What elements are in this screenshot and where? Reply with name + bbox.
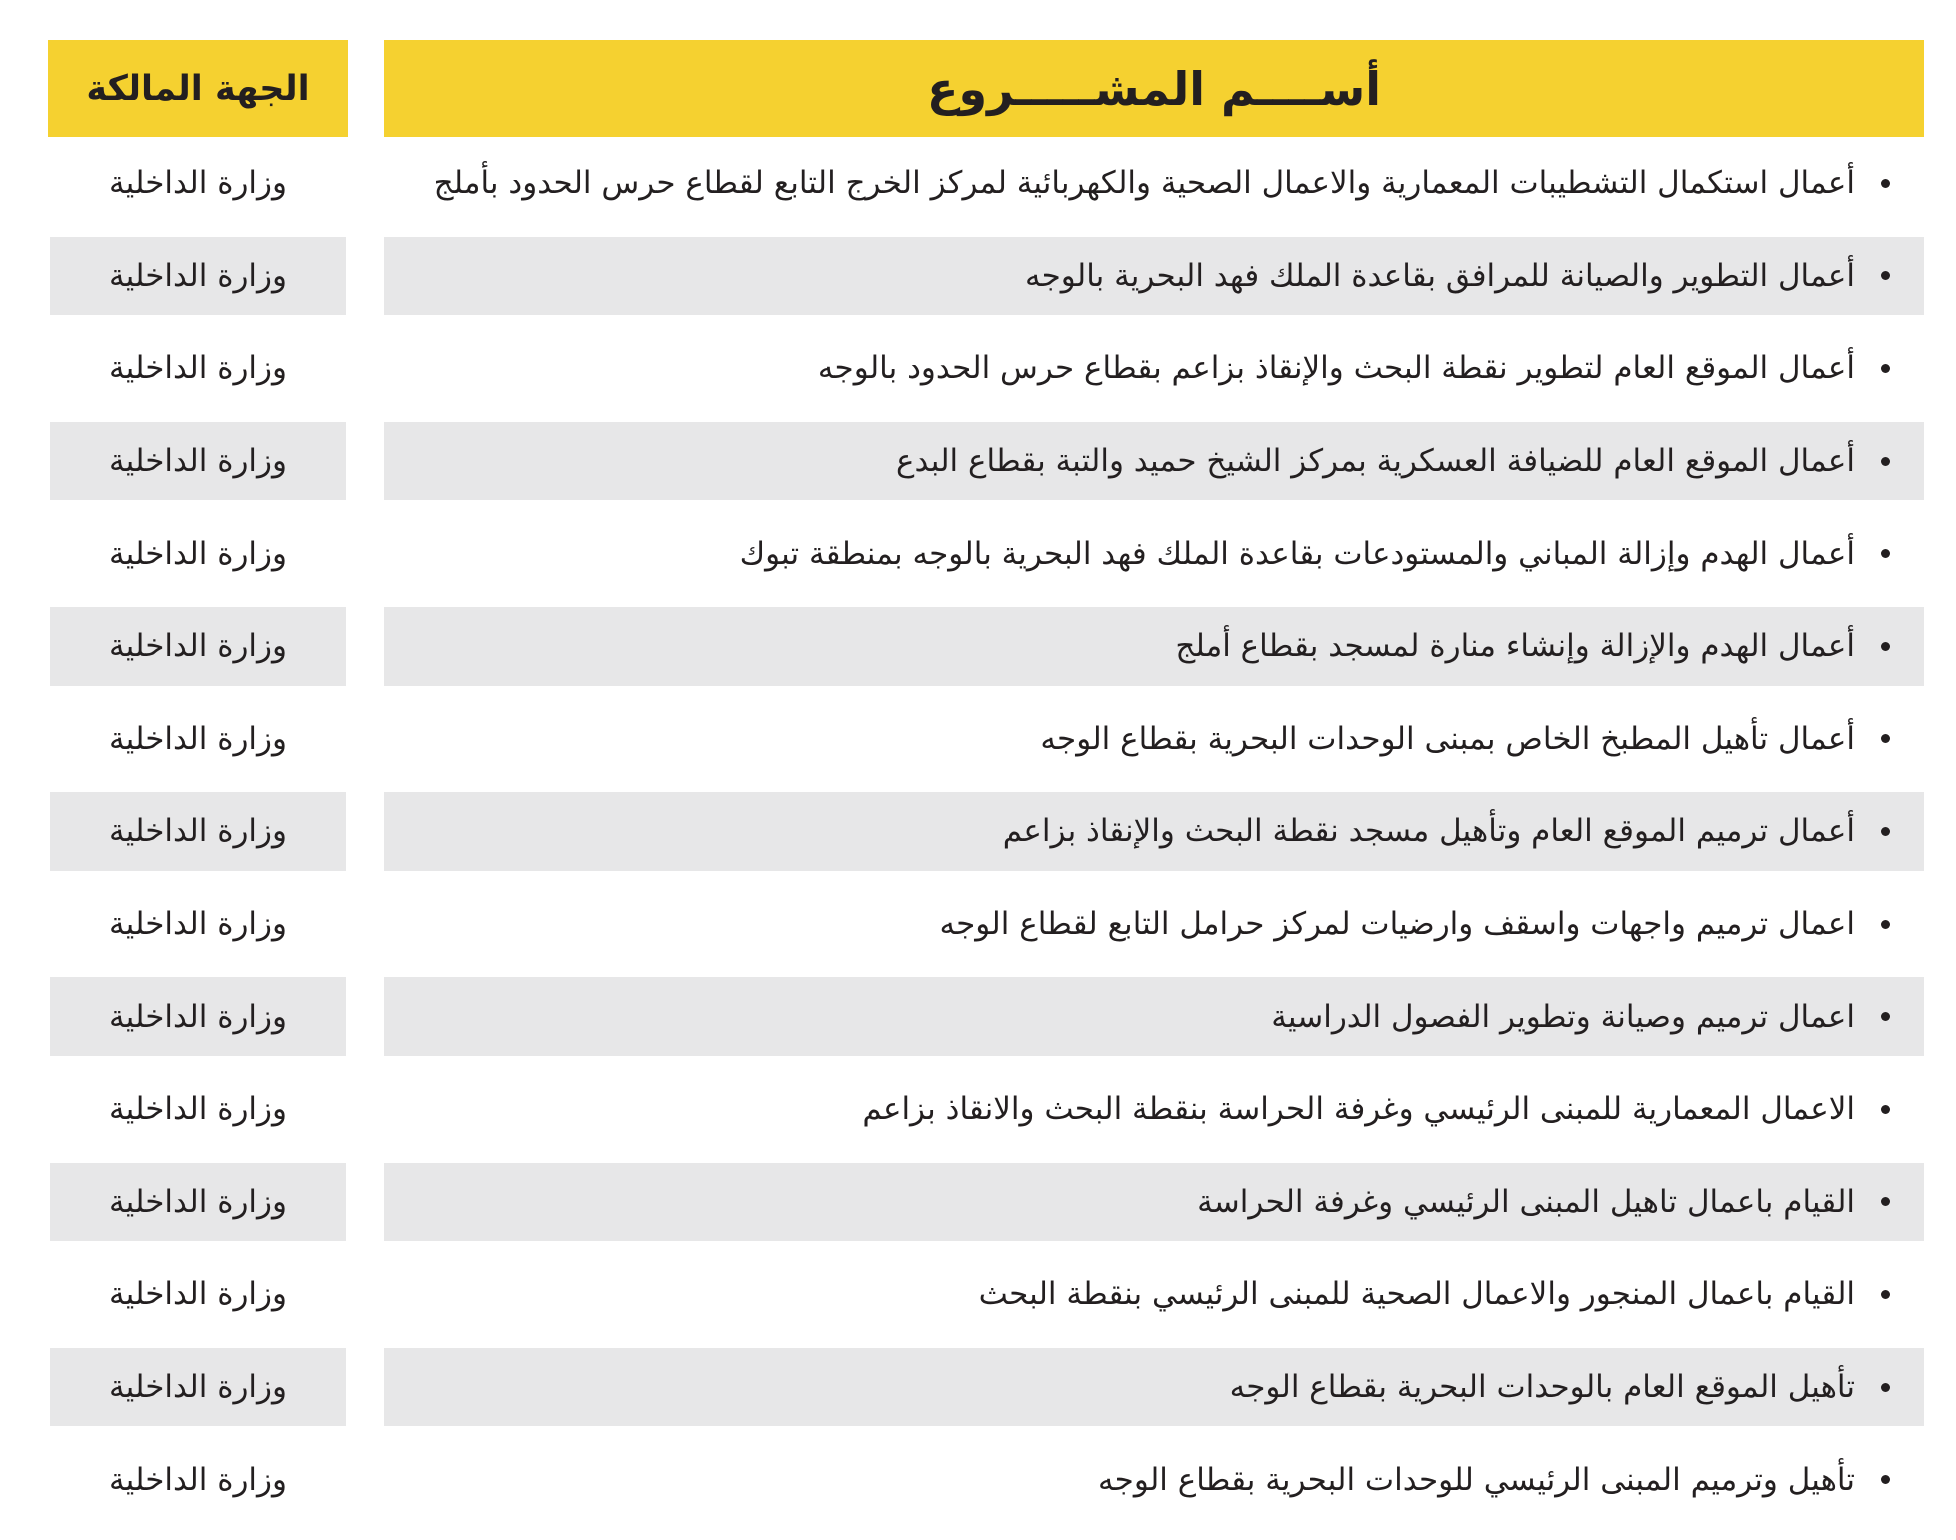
project-name: اعمال ترميم وصيانة وتطوير الفصول الدراسية [1271, 998, 1855, 1035]
project-cell [384, 322, 1924, 415]
project-cell [384, 507, 1924, 600]
project-name: القيام باعمال تاهيل المبنى الرئيسي وغرفة الحراسة [1197, 1183, 1855, 1220]
project-name: أعمال ترميم الموقع العام وتأهيل مسجد نقطة البحث والإنقاذ بزاعم [1002, 813, 1855, 850]
bullet-icon [1881, 1383, 1890, 1392]
project-name: أعمال الهدم وإزالة المباني والمستودعات بقاعدة الملك فهد البحرية بالوجه بمنطقة تبوك [739, 535, 1855, 572]
project-cell [384, 1063, 1924, 1156]
owner-cell: وزارة الداخلية [50, 977, 346, 1056]
table-row [48, 137, 1924, 230]
owner-cell: وزارة الداخلية [109, 720, 287, 757]
owner-cell: وزارة الداخلية [109, 1276, 287, 1313]
bullet-icon [1881, 1012, 1890, 1021]
projects-table [48, 40, 1924, 1526]
bullet-icon [1881, 179, 1890, 188]
table-row [48, 415, 1924, 508]
table-row [48, 322, 1924, 415]
owner-cell: وزارة الداخلية [50, 607, 346, 686]
bullet-icon [1881, 642, 1890, 651]
project-name: أعمال تأهيل المطبخ الخاص بمبنى الوحدات البحرية بقطاع الوجه [1040, 720, 1855, 757]
owner-cell: وزارة الداخلية [109, 1461, 287, 1498]
table-row [48, 1341, 1924, 1434]
project-cell [384, 792, 1924, 871]
table-row [48, 970, 1924, 1063]
owner-cell: وزارة الداخلية [50, 792, 346, 871]
project-name: أعمال الموقع العام للضيافة العسكرية بمركز الشيخ حميد والتبة بقطاع البدع [895, 443, 1855, 480]
table-row [48, 693, 1924, 786]
project-name: تأهيل الموقع العام بالوحدات البحرية بقطاع الوجه [1229, 1369, 1855, 1406]
project-name: القيام باعمال المنجور والاعمال الصحية للمبنى الرئيسي بنقطة البحث [978, 1276, 1855, 1313]
table-body [48, 137, 1924, 1526]
table-row [48, 1248, 1924, 1341]
bullet-icon [1881, 457, 1890, 466]
bullet-icon [1881, 1475, 1890, 1484]
owner-column-header: الجهة المالكة [48, 40, 348, 137]
table-row [48, 1433, 1924, 1526]
bullet-icon [1881, 271, 1890, 280]
bullet-icon [1881, 549, 1890, 558]
owner-cell: وزارة الداخلية [50, 422, 346, 501]
bullet-icon [1881, 364, 1890, 373]
owner-cell: وزارة الداخلية [50, 1348, 346, 1427]
owner-cell: وزارة الداخلية [50, 1163, 346, 1242]
project-name: أعمال التطوير والصيانة للمرافق بقاعدة الملك فهد البحرية بالوجه [1024, 257, 1855, 294]
project-cell [384, 1248, 1924, 1341]
owner-cell: وزارة الداخلية [109, 165, 287, 202]
owner-cell: وزارة الداخلية [109, 535, 287, 572]
project-cell [384, 878, 1924, 971]
project-cell [384, 1433, 1924, 1526]
project-cell [384, 607, 1924, 686]
project-name: اعمال ترميم واجهات واسقف وارضيات لمركز حرامل التابع لقطاع الوجه [939, 906, 1855, 943]
bullet-icon [1881, 1197, 1890, 1206]
owner-cell: وزارة الداخلية [109, 350, 287, 387]
table-row [48, 507, 1924, 600]
bullet-icon [1881, 734, 1890, 743]
project-name: تأهيل وترميم المبنى الرئيسي للوحدات البحرية بقطاع الوجه [1098, 1461, 1855, 1498]
bullet-icon [1881, 827, 1890, 836]
project-cell [384, 977, 1924, 1056]
project-name: أعمال الموقع العام لتطوير نقطة البحث والإنقاذ بزاعم بقطاع حرس الحدود بالوجه [817, 350, 1855, 387]
bullet-icon [1881, 1105, 1890, 1114]
table-header-row [48, 40, 1924, 137]
owner-cell: وزارة الداخلية [109, 906, 287, 943]
project-cell [384, 1163, 1924, 1242]
table-row [48, 785, 1924, 878]
bullet-icon [1881, 920, 1890, 929]
table-row [48, 1156, 1924, 1249]
bullet-icon [1881, 1290, 1890, 1299]
project-column-header: أســــم المشـــــروع [384, 40, 1924, 137]
owner-cell: وزارة الداخلية [50, 237, 346, 316]
project-cell [384, 422, 1924, 501]
table-row [48, 230, 1924, 323]
project-name: أعمال الهدم والإزالة وإنشاء منارة لمسجد بقطاع أملج [1175, 628, 1855, 665]
project-cell [384, 237, 1924, 316]
project-cell [384, 137, 1924, 230]
project-name: الاعمال المعمارية للمبنى الرئيسي وغرفة الحراسة بنقطة البحث والانقاذ بزاعم [862, 1091, 1855, 1128]
table-row [48, 878, 1924, 971]
project-cell [384, 1348, 1924, 1427]
table-row [48, 1063, 1924, 1156]
project-name: أعمال استكمال التشطيبات المعمارية والاعمال الصحية والكهربائية لمركز الخرج التابع لقطاع حرس الحدود بأملج [433, 165, 1855, 202]
owner-cell: وزارة الداخلية [109, 1091, 287, 1128]
project-cell [384, 693, 1924, 786]
table-row [48, 600, 1924, 693]
